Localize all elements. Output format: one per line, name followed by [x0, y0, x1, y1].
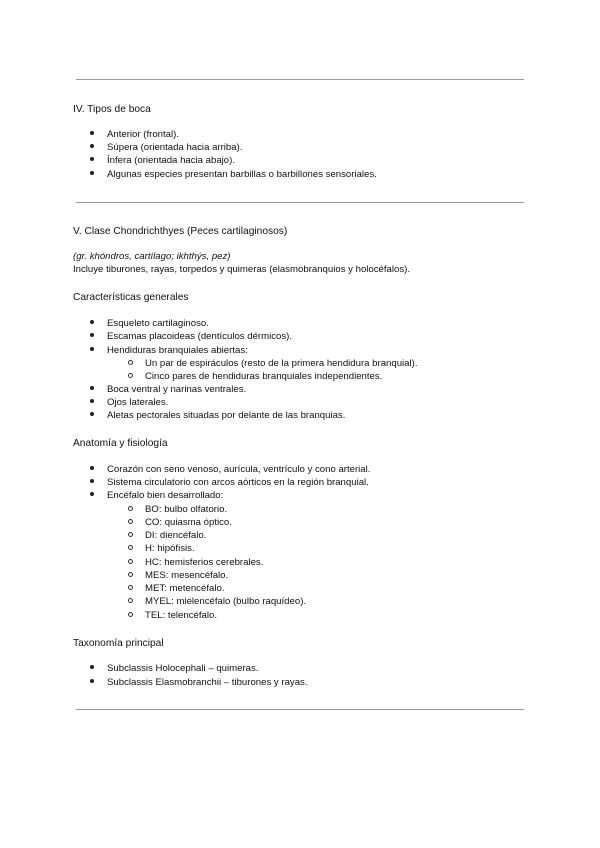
- bullet-icon: [90, 333, 94, 337]
- sub-list-item: MET: metencéfalo.: [128, 583, 224, 594]
- intro-text: Incluye tiburones, rayas, torpedos y quimeras (elasmobranquios y holocéfalos).: [73, 264, 411, 275]
- circle-bullet-icon: [128, 598, 133, 603]
- sub-list-item: MES: mesencéfalo.: [128, 570, 228, 581]
- bullet-icon: [90, 171, 94, 175]
- sub-list-item: Cinco pares de hendiduras branquiales independientes.: [128, 371, 382, 382]
- list-item: Hendiduras branquiales abiertas:: [90, 345, 248, 356]
- circle-bullet-icon: [128, 585, 133, 590]
- circle-bullet-icon: [128, 545, 133, 550]
- bullet-icon: [90, 144, 94, 148]
- bullet-icon: [90, 492, 94, 496]
- divider-top: [76, 79, 524, 80]
- circle-bullet-icon: [128, 532, 133, 537]
- bullet-icon: [90, 157, 94, 161]
- list-item: Súpera (orientada hacia arriba).: [90, 142, 242, 153]
- list-item: Ojos laterales.: [90, 397, 168, 408]
- bullet-icon: [90, 679, 94, 683]
- sub-list-item: TEL: telencéfalo.: [128, 610, 217, 621]
- divider-bottom: [76, 709, 524, 710]
- circle-bullet-icon: [128, 506, 133, 511]
- bullet-icon: [90, 412, 94, 416]
- list-item: Ínfera (orientada hacia abajo).: [90, 155, 235, 166]
- bullet-icon: [90, 320, 94, 324]
- sub-list-item: DI: diencéfalo.: [128, 530, 206, 541]
- bullet-icon: [90, 399, 94, 403]
- list-item: Encéfalo bien desarrollado:: [90, 490, 223, 501]
- section-iv-title: IV. Tipos de boca: [73, 104, 151, 115]
- list-item: Algunas especies presentan barbillas o barbillones sensoriales.: [90, 169, 377, 180]
- section-v-title: V. Clase Chondrichthyes (Peces cartilaginosos): [73, 226, 288, 237]
- bullet-icon: [90, 386, 94, 390]
- sub-list-item: Un par de espiráculos (resto de la primera hendidura branquial).: [128, 358, 418, 369]
- circle-bullet-icon: [128, 519, 133, 524]
- bullet-icon: [90, 347, 94, 351]
- list-item: Anterior (frontal).: [90, 129, 179, 140]
- sub-list-item: H: hipófisis.: [128, 543, 195, 554]
- sub-list-item: HC: hemisferios cerebrales.: [128, 557, 263, 568]
- divider-middle: [76, 202, 524, 203]
- list-item: Aletas pectorales situadas por delante de las branquias.: [90, 410, 345, 421]
- circle-bullet-icon: [128, 373, 133, 378]
- list-item: Subclassis Holocephali – quimeras.: [90, 663, 258, 674]
- circle-bullet-icon: [128, 572, 133, 577]
- anatomia-heading: Anatomía y fisiología: [73, 438, 168, 449]
- circle-bullet-icon: [128, 612, 133, 617]
- bullet-icon: [90, 131, 94, 135]
- list-item: Corazón con seno venoso, aurícula, ventrículo y cono arterial.: [90, 464, 370, 475]
- sub-list-item: CO: quiasma óptico.: [128, 517, 232, 528]
- list-item: Escamas placoideas (dentículos dérmicos).: [90, 331, 292, 342]
- bullet-icon: [90, 665, 94, 669]
- etymology: (gr. khóndros, cartílago; ikhthýs, pez): [73, 251, 231, 262]
- circle-bullet-icon: [128, 360, 133, 365]
- circle-bullet-icon: [128, 559, 133, 564]
- bullet-icon: [90, 466, 94, 470]
- caracteristicas-heading: Características generales: [73, 292, 189, 303]
- sub-list-item: MYEL: mielencéfalo (bulbo raquídeo).: [128, 596, 306, 607]
- sub-list-item: BO: bulbo olfatorio.: [128, 504, 227, 515]
- list-item: Subclassis Elasmobranchii – tiburones y rayas.: [90, 677, 308, 688]
- list-item: Boca ventral y narinas ventrales.: [90, 384, 246, 395]
- taxonomia-heading: Taxonomía principal: [73, 638, 164, 649]
- bullet-icon: [90, 479, 94, 483]
- list-item: Sistema circulatorio con arcos aórticos en la región branquial.: [90, 477, 369, 488]
- list-item: Esqueleto cartilaginoso.: [90, 318, 209, 329]
